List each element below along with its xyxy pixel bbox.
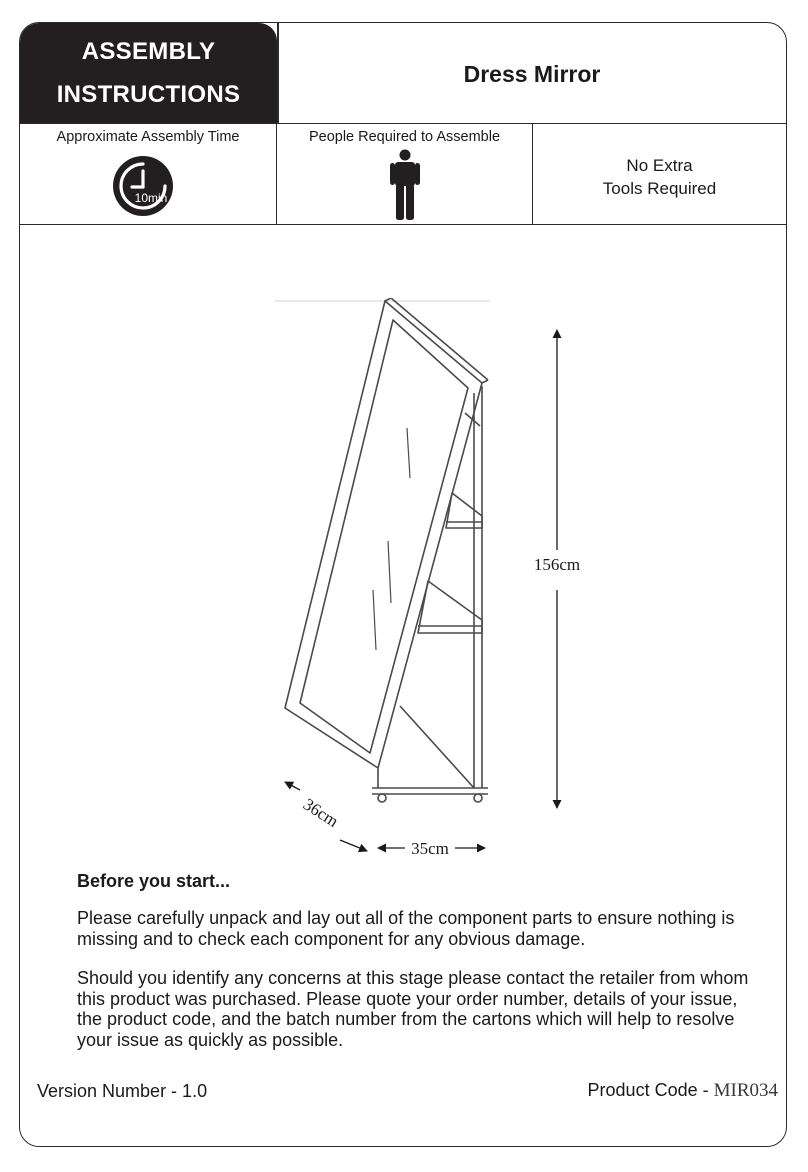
assembly-instructions-badge — [20, 23, 277, 123]
badge-line-2: INSTRUCTIONS — [56, 81, 241, 108]
tools-line-2: Tools Required — [602, 179, 717, 198]
height-dimension-label: 156cm — [533, 555, 581, 574]
width-dimension-label: 35cm — [411, 839, 449, 858]
before-you-start-heading: Before you start... — [77, 871, 231, 891]
header-row — [20, 23, 786, 124]
tools-line-1: No Extra — [626, 156, 693, 175]
people-required-label: People Required to Assemble — [308, 129, 501, 145]
mirror-diagram — [260, 298, 610, 868]
person-icon — [389, 149, 421, 221]
page-title: Dress Mirror — [463, 61, 601, 87]
unpack-paragraph: Please carefully unpack and lay out all of the component parts to ensure nothing is missing and to check each component for any obvious damage. — [77, 908, 735, 949]
tools-note — [533, 154, 786, 200]
concerns-paragraph: Should you identify any concerns at this stage please contact the retailer from whom this product was purchased. Please quote your order number, details of your issue, the product code, and the batch number from the cartons which will help to resolve your issue as quickly as possible. — [77, 968, 749, 1050]
version-number: Version Number - 1.0 — [37, 1081, 208, 1101]
depth-arrow-end — [340, 840, 367, 851]
people-required-cell — [277, 124, 533, 224]
depth-dimension-label: 36cm — [299, 794, 342, 831]
depth-arrow-start — [285, 782, 300, 790]
info-row — [20, 124, 786, 225]
assembly-time-label: Approximate Assembly Time — [56, 129, 240, 145]
product-code-label: Product Code - — [587, 1080, 714, 1100]
badge-line-1: ASSEMBLY — [81, 38, 216, 65]
assembly-time-cell — [20, 124, 277, 224]
product-code-value: MIR034 — [713, 1080, 778, 1101]
instruction-sheet — [19, 22, 787, 1147]
product-code — [588, 1080, 778, 1102]
clock-icon — [110, 153, 176, 219]
assembly-time-value: 10min — [134, 191, 168, 205]
mirror-drawing — [275, 298, 490, 802]
tools-cell — [533, 124, 786, 224]
